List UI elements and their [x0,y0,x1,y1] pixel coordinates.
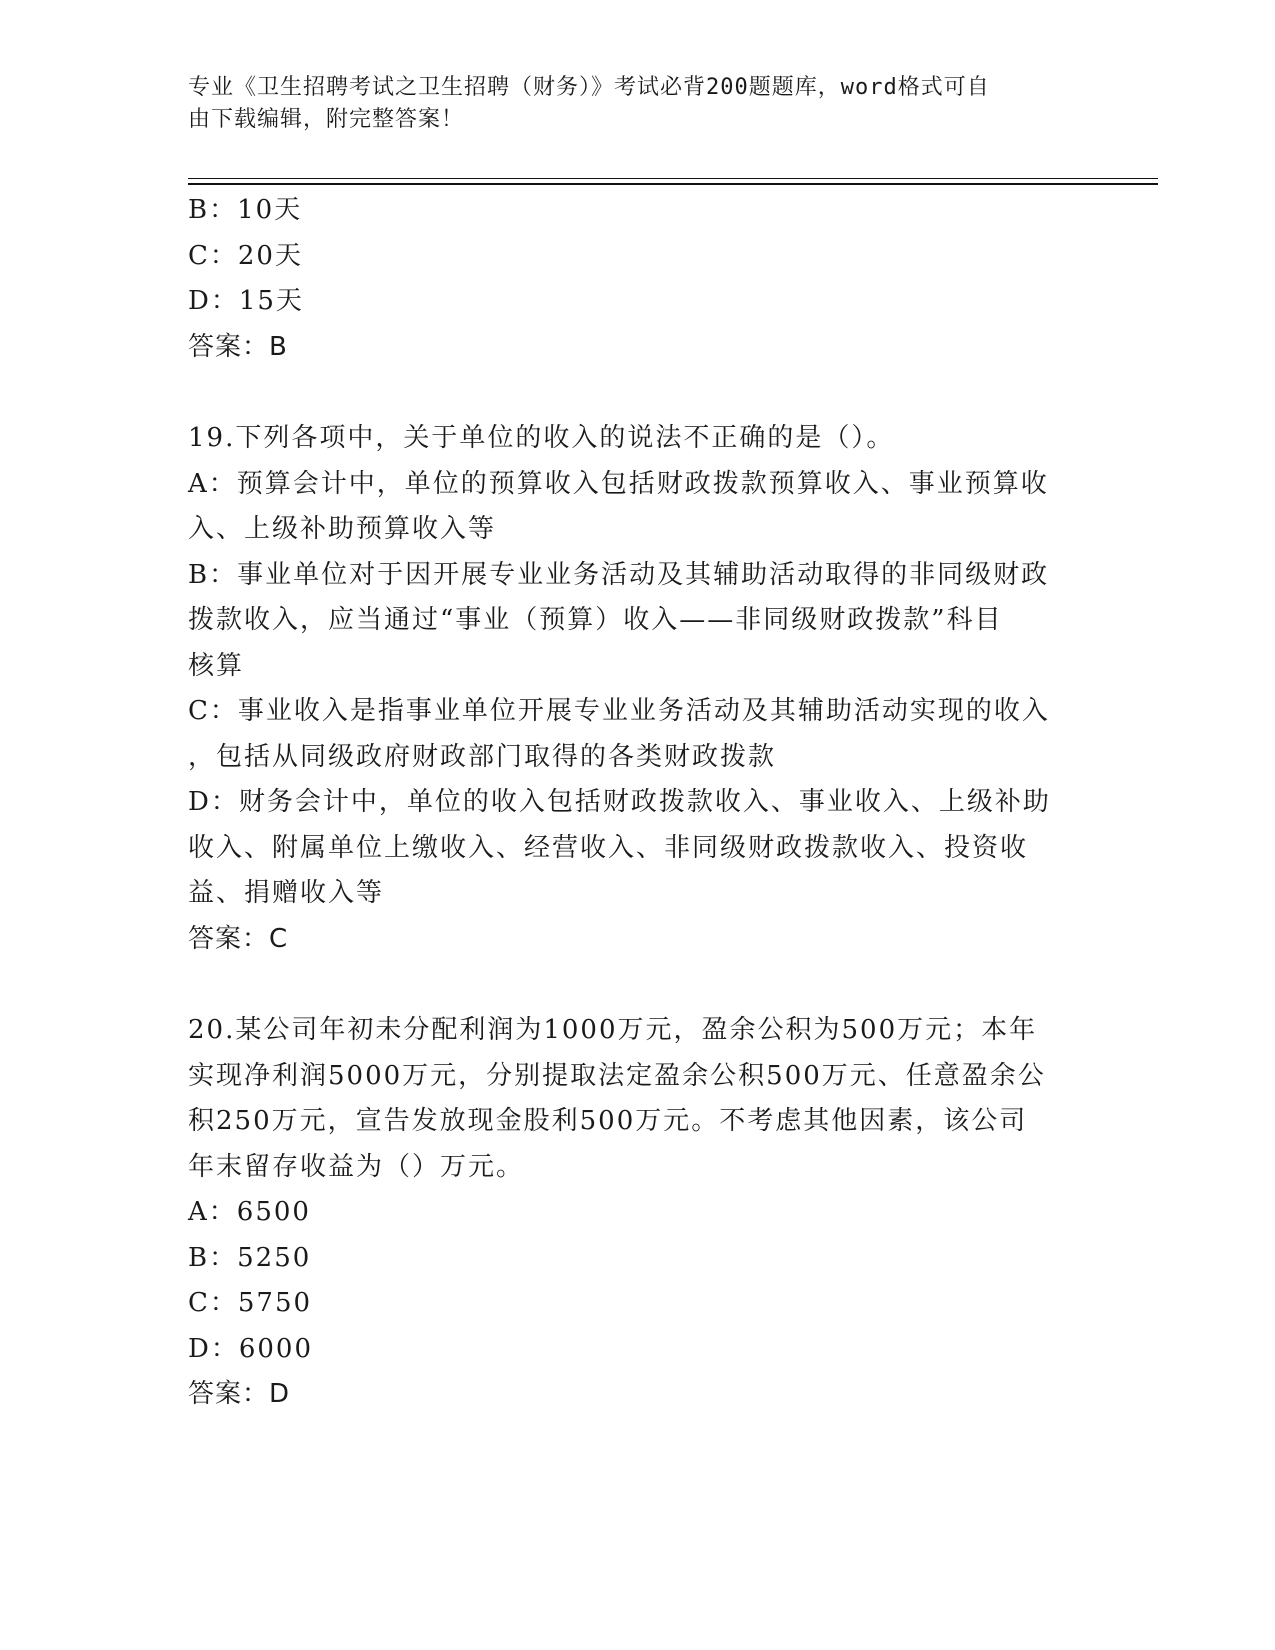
option-b: B：5250 [188,1242,312,1273]
option-c: C：5750 [188,1288,313,1318]
option-b-cont: 拨款收入，应当通过“事业（预算）收入——非同级财政拨款”科目 [188,605,1003,635]
question-20-block [188,1008,1088,1418]
question-19-block [188,416,1088,962]
header-divider-thin [188,178,1158,179]
option-d: D：6000 [188,1333,314,1364]
option-d: D：15天 [188,286,304,316]
question-stem: 20.某公司年初未分配利润为1000万元，盈余公积为500万元；本年 [188,1015,1038,1045]
document-header [188,72,1068,136]
question-stem-cont: 实现净利润5000万元，分别提取法定盈余公积500万元、任意盈余公 [188,1060,1046,1091]
option-b: B：事业单位对于因开展专业业务活动及其辅助活动取得的非同级财政 [188,559,1050,590]
document-body [188,188,1088,1418]
answer-label: 答案：B [188,331,288,362]
option-c: C：20天 [188,240,303,271]
header-divider-thick [188,183,1158,185]
option-d: D：财务会计中，单位的收入包括财政拨款收入、事业收入、上级补助 [188,787,1051,817]
question-stem-cont-3: 年末留存收益为（）万元。 [188,1151,525,1182]
option-a-cont: 入、上级补助预算收入等 [188,514,497,544]
option-a: A：6500 [188,1197,311,1227]
answer-label: 答案：C [188,923,289,954]
option-b-cont-2: 核算 [188,650,245,681]
option-c: C：事业收入是指事业单位开展专业业务活动及其辅助活动实现的收入 [188,696,1050,726]
spacer [188,370,1088,416]
option-b: B：10天 [188,195,303,225]
question-stem-cont-2: 积250万元，宣告发放现金股利500万元。不考虑其他因素，该公司 [188,1106,1028,1136]
question-stem: 19.下列各项中，关于单位的收入的说法不正确的是（）。 [188,423,895,453]
answer-label: 答案：D [188,1379,291,1409]
prev-question-block [188,188,1088,370]
option-a: A：预算会计中，单位的预算收入包括财政拨款预算收入、事业预算收 [188,468,1049,499]
option-d-cont: 收入、附属单位上缴收入、经营收入、非同级财政拨款收入、投资收 [188,832,1029,863]
header-line-2: 由下载编辑，附完整答案！ [188,107,465,132]
spacer [188,962,1088,1008]
option-d-cont-2: 益、捐赠收入等 [188,878,385,908]
option-c-cont: ，包括从同级政府财政部门取得的各类财政拨款 [188,741,777,772]
header-line-1: 专业《卫生招聘考试之卫生招聘（财务）》考试必背200题题库，word格式可自 [188,75,990,100]
